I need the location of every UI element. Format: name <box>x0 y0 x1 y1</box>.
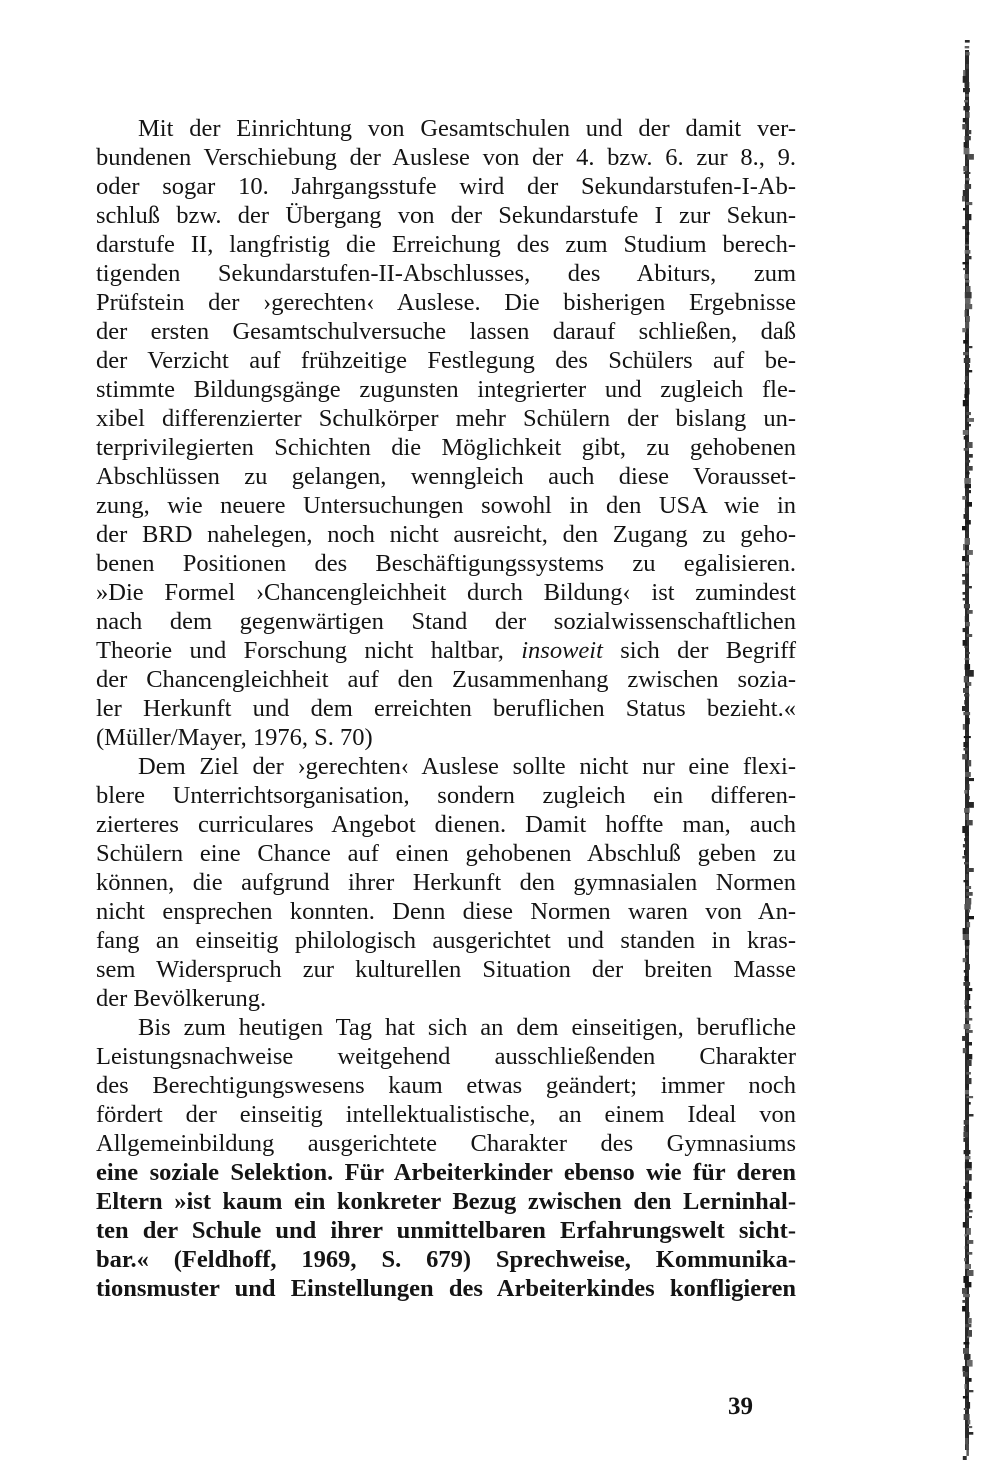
spine-shadow-speck <box>966 988 972 991</box>
spine-shadow-speck <box>965 460 970 463</box>
spine-shadow-speck <box>964 700 967 705</box>
spine-shadow-speck <box>968 130 972 134</box>
body-text <box>96 114 796 1303</box>
spine-shadow-speck <box>965 280 969 283</box>
spine-shadow-speck <box>963 262 969 264</box>
spine-shadow-speck <box>965 1438 968 1444</box>
spine-shadow-speck <box>963 1372 968 1377</box>
text-line <box>96 636 796 665</box>
text-run: sich der Begriff <box>602 637 797 664</box>
text-line: fang an einseitig philologisch ausgerichtet und standen in kras- <box>96 927 796 954</box>
text-line: oder sogar 10. Jahrgangsstufe wird der Sekundarstufen-I-Ab- <box>96 173 796 200</box>
spine-shadow-speck <box>965 664 971 670</box>
text-line: xibel differenzierter Schulkörper mehr Schülern der bislang un- <box>96 405 796 432</box>
spine-shadow-speck <box>964 358 971 363</box>
text-line: des Berechtigungswesens kaum etwas geändert; immer noch <box>96 1072 796 1099</box>
spine-shadow-speck <box>967 1360 973 1367</box>
text-line: Leistungsnachweise weitgehend ausschließenden Charakter <box>96 1043 796 1070</box>
text-line: Schülern eine Chance auf einen gehobenen Abschluß geben zu <box>96 840 796 867</box>
spine-shadow-speck <box>966 472 970 474</box>
spine-shadow-speck <box>966 58 968 63</box>
text-line: Bis zum heutigen Tag hat sich an dem einseitigen, berufliche <box>138 1014 796 1041</box>
spine-shadow-speck <box>964 100 968 102</box>
spine-shadow-speck <box>962 496 966 500</box>
spine-shadow-speck <box>963 400 969 406</box>
text-line: können, die aufgrund ihrer Herkunft den gymnasialen Normen <box>96 869 796 896</box>
spine-shadow-speck <box>967 424 971 426</box>
spine-shadow-speck <box>964 808 970 813</box>
spine-shadow-speck <box>966 952 968 955</box>
spine-shadow-speck <box>967 1060 972 1066</box>
spine-shadow-speck <box>964 838 967 841</box>
spine-shadow-speck <box>966 568 969 573</box>
italic-emphasis: insoweit <box>521 637 603 664</box>
spine-shadow-speck <box>965 94 969 97</box>
spine-shadow-speck <box>964 1024 971 1029</box>
spine-shadow-speck <box>964 604 970 608</box>
spine-shadow-speck <box>967 1042 972 1046</box>
text-line: der BRD nahelegen, noch nicht ausreicht, den Zugang zu geho- <box>96 521 796 548</box>
text-line: eine soziale Selektion. Für Arbeiterkinder ebenso wie für deren <box>96 1159 796 1186</box>
spine-shadow-speck <box>962 580 965 585</box>
spine-shadow-speck <box>963 1294 970 1297</box>
spine-shadow-speck <box>963 352 968 355</box>
spine-shadow-speck <box>964 1258 966 1261</box>
spine-shadow-speck <box>964 142 967 148</box>
spine-shadow-speck <box>963 1366 969 1372</box>
spine-shadow-speck <box>965 1264 971 1269</box>
spine-shadow-speck <box>962 1300 965 1303</box>
spine-shadow-speck <box>962 1306 966 1312</box>
spine-shadow-speck <box>965 1012 969 1018</box>
spine-shadow-speck <box>966 1210 973 1212</box>
spine-shadow-speck <box>963 742 968 747</box>
text-line: nach dem gegenwärtigen Stand der sozialwissenschaftlichen <box>96 608 796 635</box>
spine-shadow-speck <box>965 1006 972 1009</box>
spine-shadow-speck <box>964 1414 970 1420</box>
text-line: Allgemeinbildung ausgerichtete Charakter des Gymnasiums <box>96 1130 796 1157</box>
spine-shadow-speck <box>964 1354 970 1360</box>
spine-shadow-speck <box>963 688 969 693</box>
spine-shadow-speck <box>962 856 965 859</box>
text-run: Theorie und Forschung nicht haltbar, <box>96 637 522 664</box>
text-line: der ersten Gesamtschulversuche lassen darauf schließen, daß <box>96 318 796 345</box>
spine-shadow-speck <box>964 748 968 751</box>
text-line: bar.« (Feldhoff, 1969, S. 679) Sprechweise, Kommunika- <box>96 1246 796 1273</box>
text-line: der Verzicht auf frühzeitige Festlegung des Schülers auf be- <box>96 347 796 374</box>
spine-shadow-speck <box>965 1192 972 1199</box>
text-line: Prüfstein der ›gerechten‹ Auslese. Die bisherigen Ergebnisse <box>96 289 796 316</box>
spine-shadow-speck <box>965 46 970 48</box>
text-line: schluß bzw. der Übergang von der Sekundarstufe I zur Sekun- <box>96 202 796 229</box>
spine-shadow-speck <box>967 922 970 927</box>
text-line: bundenen Verschiebung der Auslese von der 4. bzw. 6. zur 8., 9. <box>96 144 796 171</box>
text-line: Mit der Einrichtung von Gesamtschulen und der damit ver- <box>138 115 796 142</box>
spine-shadow-speck <box>964 736 971 738</box>
spine-shadow-speck <box>968 910 970 913</box>
spine-shadow-speck <box>968 916 974 919</box>
spine-shadow-speck <box>967 550 973 555</box>
spine-shadow-speck <box>963 208 965 210</box>
spine-shadow-speck <box>965 1324 971 1327</box>
spine-shadow-speck <box>967 418 974 422</box>
spine-shadow-speck <box>965 82 970 87</box>
spine-shadow-speck <box>962 526 966 530</box>
spine-shadow-speck <box>963 1132 968 1137</box>
spine-shadow-speck <box>966 286 971 293</box>
text-line: Abschlüssen zu gelangen, wenngleich auch diese Vorausset- <box>96 463 796 490</box>
spine-shadow-speck <box>965 220 967 223</box>
spine-shadow-speck <box>968 1102 971 1105</box>
spine-shadow-speck <box>964 1408 967 1410</box>
spine-shadow-speck <box>966 652 970 654</box>
spine-shadow-speck <box>964 514 969 519</box>
spine-shadow-speck <box>968 1426 972 1428</box>
spine-shadow-speck <box>964 1342 970 1345</box>
spine-shadow-speck <box>966 1084 969 1088</box>
text-line: nicht ensprechen konnten. Denn diese Normen waren von An- <box>96 898 796 925</box>
text-line: Eltern »ist kaum ein konkreter Bezug zwischen den Lerninhal- <box>96 1188 796 1215</box>
spine-shadow-speck <box>965 1234 967 1237</box>
spine-shadow-speck <box>967 610 972 614</box>
spine-shadow-speck <box>966 520 971 525</box>
text-line: tionsmuster und Einstellungen des Arbeiterkindes konfligieren <box>96 1275 796 1302</box>
spine-shadow-speck <box>963 268 967 270</box>
spine-shadow-speck <box>963 640 967 646</box>
spine-shadow-speck <box>965 1162 972 1169</box>
text-line: zung, wie neuere Untersuchungen sowohl in den USA wie in <box>96 492 796 519</box>
spine-shadow-speck <box>965 1246 968 1249</box>
spine-shadow-speck <box>963 592 966 595</box>
spine-shadow-speck <box>967 370 972 372</box>
spine-shadow-speck <box>966 766 968 769</box>
spine-shadow-speck <box>964 394 967 398</box>
spine-shadow-speck <box>964 1120 969 1125</box>
spine-shadow-speck <box>968 1432 974 1435</box>
spine-shadow-speck <box>962 226 966 229</box>
spine-shadow-speck <box>967 868 974 872</box>
spine-shadow-speck <box>962 328 966 332</box>
spine-shadow-speck <box>965 538 970 545</box>
spine-shadow-speck <box>968 154 974 160</box>
spine-shadow-speck <box>963 1222 966 1228</box>
spine-shadow-speck <box>964 646 967 648</box>
text-line: der Bevölkerung. <box>96 985 267 1012</box>
spine-shadow-speck <box>966 334 969 339</box>
spine-shadow-speck <box>965 964 970 970</box>
spine-shadow-speck <box>964 478 971 484</box>
spine-shadow-speck <box>968 778 974 781</box>
spine-shadow-speck <box>966 412 971 415</box>
spine-shadow-speck <box>962 706 969 711</box>
spine-shadow-speck <box>965 832 969 836</box>
spine-shadow-speck <box>965 616 968 622</box>
spine-shadow-speck <box>966 898 972 905</box>
spine-shadow-speck <box>962 124 966 129</box>
spine-shadow-speck <box>965 1090 969 1094</box>
text-line: tigenden Sekundarstufen-II-Abschlusses, des Abiturs, zum <box>96 260 796 287</box>
spine-shadow-speck <box>963 1456 967 1460</box>
text-line: zierteres curriculares Angebot dienen. Damit hoffte man, auch <box>96 811 796 838</box>
spine-shadow-speck <box>967 1390 973 1392</box>
spine-shadow-speck <box>966 178 970 180</box>
spine-shadow-speck <box>968 796 970 800</box>
spine-shadow-speck <box>966 238 968 242</box>
spine-shadow-speck <box>967 502 972 507</box>
spine-shadow-speck <box>964 904 970 910</box>
text-line: Dem Ziel der ›gerechten‹ Auslese sollte nicht nur eine flexi- <box>138 753 796 780</box>
spine-shadow-speck <box>965 304 972 309</box>
spine-shadow-speck <box>968 1318 972 1324</box>
spine-shadow-speck <box>965 136 971 140</box>
spine-shadow-speck <box>965 772 971 777</box>
spine-shadow-speck <box>963 844 966 847</box>
spine-shadow-speck <box>966 784 970 790</box>
scan-shadow-edge <box>960 40 974 1460</box>
spine-shadow-speck <box>967 1252 972 1255</box>
text-line: darstufe II, langfristig die Erreichung des zum Studium berech- <box>96 231 796 258</box>
spine-shadow-speck <box>965 40 970 43</box>
spine-shadow-speck <box>966 1072 971 1075</box>
spine-shadow-speck <box>965 1180 968 1183</box>
spine-shadow-speck <box>967 232 970 235</box>
spine-shadow-speck <box>968 1330 972 1337</box>
spine-shadow-speck <box>963 1276 968 1283</box>
spine-shadow-speck <box>963 1048 967 1053</box>
spine-shadow-speck <box>964 1126 966 1132</box>
spine-shadow-speck <box>965 274 969 279</box>
spine-shadow-speck <box>966 202 972 205</box>
text-line: benen Positionen des Beschäftigungssystems zu egalisieren. <box>96 550 796 577</box>
text-line: ten der Schule und ihrer unmittelbaren Erfahrungswelt sicht- <box>96 1217 796 1244</box>
spine-shadow-speck <box>965 1066 968 1072</box>
spine-shadow-speck <box>964 976 967 981</box>
spine-shadow-speck <box>967 1312 969 1317</box>
spine-shadow-speck <box>964 172 971 174</box>
spine-shadow-speck <box>962 1288 967 1294</box>
spine-shadow-speck <box>968 670 974 677</box>
spine-shadow-speck <box>964 862 969 864</box>
spine-shadow-speck <box>966 112 970 118</box>
spine-shadow-speck <box>963 430 969 435</box>
spine-shadow-speck <box>965 1282 972 1287</box>
spine-shadow-speck <box>966 532 969 534</box>
spine-shadow-speck <box>962 754 967 760</box>
spine-shadow-speck <box>964 880 968 882</box>
spine-shadow-speck <box>967 1054 973 1060</box>
spine-shadow-speck <box>967 1378 971 1382</box>
text-line: sem Widerspruch zur kulturellen Situation der breiten Masse <box>96 956 796 983</box>
spine-shadow-speck <box>968 442 973 448</box>
spine-shadow-speck <box>965 814 969 820</box>
spine-shadow-speck <box>965 388 970 395</box>
spine-shadow-speck <box>965 322 969 328</box>
spine-shadow-speck <box>963 88 970 92</box>
spine-shadow-speck <box>965 1204 970 1209</box>
spine-shadow-speck <box>963 544 965 550</box>
spine-shadow-speck <box>962 574 965 577</box>
spine-shadow-speck <box>963 598 967 601</box>
spine-shadow-speck <box>967 1270 973 1276</box>
spine-shadow-speck <box>964 382 966 384</box>
page-number: 39 <box>728 1393 753 1420</box>
spine-shadow-speck <box>967 1216 972 1218</box>
spine-shadow-speck <box>964 676 968 683</box>
spine-shadow-speck <box>965 658 970 660</box>
spine-shadow-speck <box>963 724 965 730</box>
spine-shadow-speck <box>965 940 970 945</box>
spine-shadow-speck <box>964 694 969 697</box>
spine-shadow-speck <box>968 760 972 766</box>
spine-shadow-speck <box>962 556 966 561</box>
spine-shadow-speck <box>967 634 973 637</box>
spine-shadow-speck <box>964 1150 971 1154</box>
spine-shadow-speck <box>963 928 966 934</box>
spine-shadow-speck <box>963 340 968 344</box>
spine-shadow-speck <box>964 448 969 451</box>
spine-shadow-speck <box>963 1348 969 1354</box>
spine-shadow-speck <box>967 1336 969 1338</box>
spine-shadow-speck <box>967 820 973 825</box>
spine-shadow-speck <box>965 1384 967 1389</box>
spine-shadow-speck <box>967 466 973 471</box>
spine-shadow-speck <box>967 364 970 368</box>
text-line: fördert der einseitig intellektualistische, an einem Ideal von <box>96 1101 796 1128</box>
spine-shadow-speck <box>966 562 970 566</box>
spine-shadow-speck <box>966 874 969 881</box>
spine-shadow-speck <box>968 454 973 458</box>
spine-shadow-speck <box>965 484 971 488</box>
text-line: stimmte Bildungsgänge zugunsten integrierter und zugleich fle- <box>96 376 796 403</box>
spine-shadow-speck <box>966 946 969 949</box>
spine-shadow-speck <box>966 52 970 55</box>
spine-shadow-speck <box>967 1108 969 1112</box>
spine-shadow-speck <box>966 1144 969 1146</box>
spine-shadow-speck <box>966 622 970 626</box>
spine-shadow-speck <box>966 730 968 732</box>
spine-shadow-speck <box>965 214 971 220</box>
spine-shadow-speck <box>964 148 970 154</box>
spine-shadow-speck <box>963 1396 968 1399</box>
spine-shadow-speck <box>963 70 965 77</box>
text-line: blere Unterrichtsorganisation, sondern zugleich ein differen- <box>96 782 796 809</box>
spine-shadow-speck <box>963 1186 967 1189</box>
spine-shadow-speck <box>966 316 970 322</box>
spine-shadow-speck <box>966 1174 972 1181</box>
spine-shadow-speck <box>963 934 969 940</box>
spine-shadow-speck <box>965 310 967 317</box>
text-line: »Die Formel ›Chancengleichheit durch Bildung‹ ist zumindest <box>96 579 796 606</box>
spine-shadow-speck <box>963 628 968 632</box>
spine-shadow-speck <box>964 436 968 440</box>
spine-shadow-speck <box>966 1228 971 1235</box>
spine-shadow-speck <box>965 586 972 588</box>
spine-shadow-speck <box>965 160 967 164</box>
spine-shadow-speck <box>966 718 970 724</box>
spine-shadow-speck <box>963 712 970 715</box>
spine-shadow-speck <box>966 892 972 896</box>
spine-shadow-speck <box>965 1156 971 1159</box>
spine-shadow-speck <box>967 1018 973 1021</box>
spine-shadow-speck <box>967 490 971 493</box>
spine-shadow-speck <box>963 118 966 122</box>
spine-shadow-speck <box>964 970 967 973</box>
spine-shadow-speck <box>968 1420 971 1424</box>
spine-shadow-speck <box>963 76 967 83</box>
spine-shadow-speck <box>964 850 967 855</box>
spine-shadow-speck <box>962 196 965 202</box>
spine-shadow-speck <box>965 406 968 410</box>
spine-shadow-speck <box>967 802 974 808</box>
spine-shadow-speck <box>962 1036 966 1041</box>
spine-shadow-speck <box>966 1450 969 1456</box>
spine-shadow-speck <box>963 1138 966 1142</box>
spine-shadow-speck <box>965 1000 968 1005</box>
spine-shadow-speck <box>963 106 969 110</box>
spine-shadow-speck <box>967 1402 970 1409</box>
spine-shadow-speck <box>965 250 971 254</box>
spine-shadow-speck <box>966 1030 973 1033</box>
spine-shadow-speck <box>966 1096 973 1098</box>
spine-shadow-speck <box>964 790 967 794</box>
spine-shadow-speck <box>965 298 971 304</box>
spine-shadow-speck <box>966 64 969 69</box>
spine-shadow-speck <box>968 346 973 348</box>
spine-shadow-speck <box>965 244 969 246</box>
spine-shadow-speck <box>966 256 971 259</box>
spine-shadow-speck <box>965 508 968 512</box>
spine-shadow-speck <box>967 682 971 686</box>
spine-shadow-speck <box>965 376 968 380</box>
spine-shadow-speck <box>965 1198 970 1201</box>
spine-shadow-speck <box>966 1444 969 1450</box>
spine-shadow-speck <box>963 982 970 986</box>
spine-shadow-speck <box>968 1114 974 1117</box>
text-line: terprivilegierten Schichten die Möglichkeit gibt, zu gehobenen <box>96 434 796 461</box>
text-line: (Müller/Mayer, 1976, S. 70) <box>96 724 373 751</box>
text-line: ler Herkunft und dem erreichten beruflichen Status bezieht.« <box>96 695 796 722</box>
spine-shadow-speck <box>965 184 971 189</box>
spine-shadow-speck <box>963 958 967 962</box>
spine-shadow-speck <box>965 292 972 298</box>
spine-shadow-speck <box>963 190 969 197</box>
spine-shadow-speck <box>968 1078 972 1084</box>
spine-shadow-speck <box>967 1240 973 1244</box>
spine-shadow-speck <box>966 1168 971 1170</box>
spine-shadow-speck <box>966 886 971 889</box>
spine-shadow-speck <box>968 994 970 1000</box>
spine-shadow-speck <box>962 826 968 833</box>
text-line: der Chancengleichheit auf den Zusammenhang zwischen sozia- <box>96 666 796 693</box>
spine-shadow-speck <box>963 166 967 171</box>
